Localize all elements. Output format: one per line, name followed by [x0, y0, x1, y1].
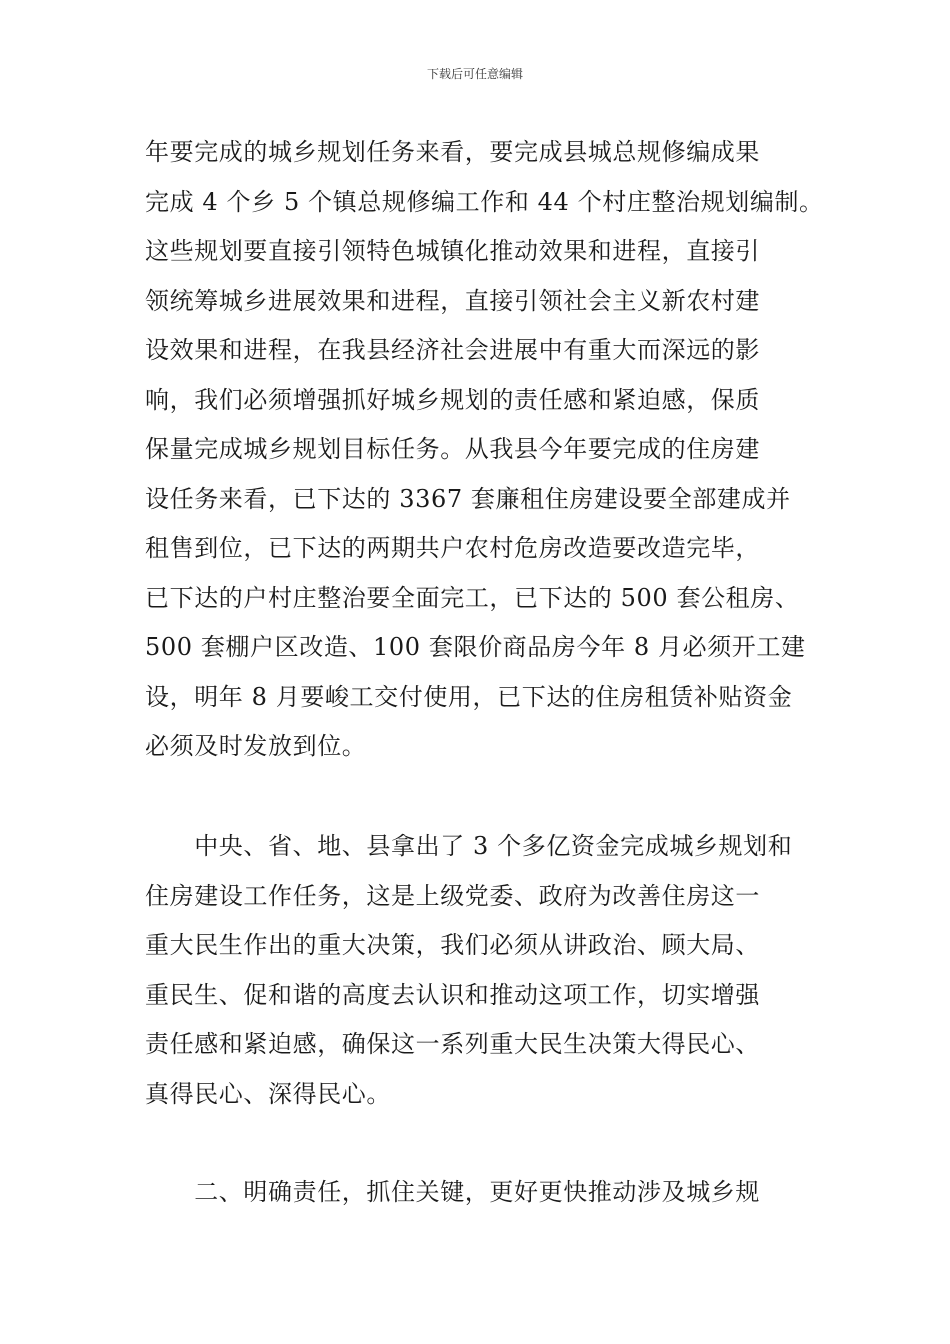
text-line: 住房建设工作任务，这是上级党委、政府为改善住房这一 [145, 881, 760, 910]
text-line: 设任务来看，已下达的 3367 套廉租住房建设要全部建成并 [145, 484, 791, 513]
text-line: 保量完成城乡规划目标任务。从我县今年要完成的住房建 [145, 435, 760, 463]
text-line: 重民生、促和谐的高度去认识和推动这项工作，切实增强 [145, 980, 760, 1009]
text-line: 设，明年 8 月要峻工交付使用，已下达的住房租赁补贴资金 [145, 682, 793, 711]
text-line: 已下达的户村庄整治要全面完工，已下达的 500 套公租房、 [145, 583, 800, 612]
text-line: 重大民生作出的重大决策，我们必须从讲政治、顾大局、 [145, 931, 760, 959]
text-line: 租售到位，已下达的两期共户农村危房改造要改造完毕， [145, 534, 760, 562]
text-line: 中央、省、地、县拿出了 3 个多亿资金完成城乡规划和 [145, 832, 793, 860]
text-line: 领统筹城乡进展效果和进程，直接引领社会主义新农村建 [145, 286, 760, 315]
text-line: 设效果和进程，在我县经济社会进展中有重大而深远的影 [145, 336, 760, 364]
text-line: 500 套棚户区改造、100 套限价商品房今年 8 月必须开工建 [145, 633, 806, 661]
text-line: 真得民心、深得民心。 [145, 1079, 391, 1108]
text-line: 完成 4 个乡 5 个镇总规修编工作和 44 个村庄整治规划编制。 [145, 187, 824, 216]
section-heading [145, 1168, 825, 1218]
text-line: 响，我们必须增强抓好城乡规划的责任感和紧迫感，保质 [145, 385, 760, 414]
body-paragraph-1 [145, 128, 825, 772]
page-header: 下载后可任意编辑 [426, 67, 523, 81]
text-line: 责任感和紧迫感，确保这一系列重大民生决策大得民心、 [145, 1030, 760, 1058]
text-line: 这些规划要直接引领特色城镇化推动效果和进程，直接引 [145, 237, 760, 265]
body-paragraph-2 [145, 822, 825, 1119]
text-line: 必须及时发放到位。 [145, 732, 367, 760]
text-line: 年要完成的城乡规划任务来看，要完成县城总规修编成果 [145, 138, 760, 166]
text-line: 二、明确责任，抓住关键，更好更快推动涉及城乡规 [145, 1178, 760, 1206]
